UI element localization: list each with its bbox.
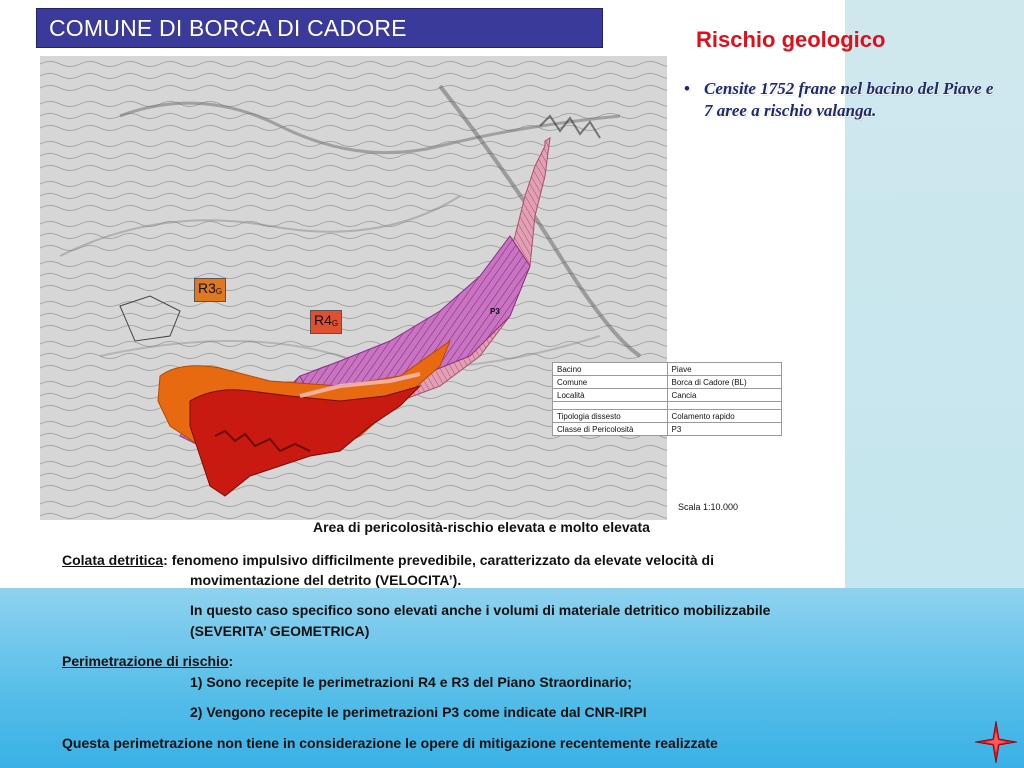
legend-value: Borca di Cadore (BL) (667, 376, 782, 389)
bullet-marker: • (684, 79, 690, 98)
title-bar (36, 8, 603, 48)
legend-row (553, 423, 782, 436)
map-caption: Area di pericolosità-rischio elevata e molto elevata (313, 519, 650, 535)
legend-row (553, 410, 782, 423)
final-note: Questa perimetrazione non tiene in considerazione le opere di mitigazione recentemente realizzate (62, 735, 718, 751)
perimetrazione-colon: : (228, 653, 234, 669)
legend-spacer (553, 402, 782, 410)
legend-label: Comune (553, 376, 668, 389)
colata-text: : fenomeno impulsivo difficilmente prevedibile, caratterizzato da elevate velocità di (163, 552, 714, 568)
bullet-text: Censite 1752 frane nel bacino del Piave e 7 aree a rischio valanga. (704, 79, 994, 120)
colata-line-2: movimentazione del detrito (VELOCITA’). (190, 572, 462, 588)
legend-value: Cancia (667, 389, 782, 402)
map-scale: Scala 1:10.000 (678, 502, 739, 512)
badge-r4: $R4_G$ (310, 310, 342, 334)
perimetrazione-heading (62, 652, 233, 670)
colata-line-1 (62, 551, 714, 569)
perimetrazione-label: Perimetrazione di rischio (62, 653, 229, 669)
bullet-list (684, 78, 1014, 122)
legend-row (553, 376, 782, 389)
legend-label: Località (553, 389, 668, 402)
badge-r3: $R3_G$ (194, 278, 226, 302)
perimetrazione-item-2: 2) Vengono recepite le perimetrazioni P3 come indicate dal CNR-IRPI (190, 704, 647, 720)
compass-rose-icon (975, 721, 1017, 768)
legend-row (553, 389, 782, 402)
legend-label: Bacino (553, 363, 668, 376)
legend-label: Tipologia dissesto (553, 410, 668, 423)
section-subtitle: Rischio geologico (696, 27, 886, 52)
legend-value: Piave (667, 363, 782, 376)
legend-label: Classe di Pericolosità (553, 423, 668, 436)
legend-value: P3 (667, 423, 782, 436)
map-drawing (40, 56, 667, 520)
page-title: COMUNE DI BORCA DI CADORE (49, 15, 407, 41)
legend-row (553, 363, 782, 376)
caso-line-1: In questo caso specifico sono elevati anche i volumi di materiale detritico mobilizzabile (190, 602, 771, 618)
legend-value: Colamento rapido (667, 410, 782, 423)
perimetrazione-item-1: 1) Sono recepite le perimetrazioni R4 e R3 del Piano Straordinario; (190, 674, 632, 690)
map-legend-table (552, 362, 782, 436)
map-label-p3: P3 (490, 307, 500, 316)
colata-label: Colata detritica (62, 552, 164, 568)
caso-line-2: (SEVERITA’ GEOMETRICA) (190, 623, 370, 639)
topographic-map (40, 56, 667, 520)
